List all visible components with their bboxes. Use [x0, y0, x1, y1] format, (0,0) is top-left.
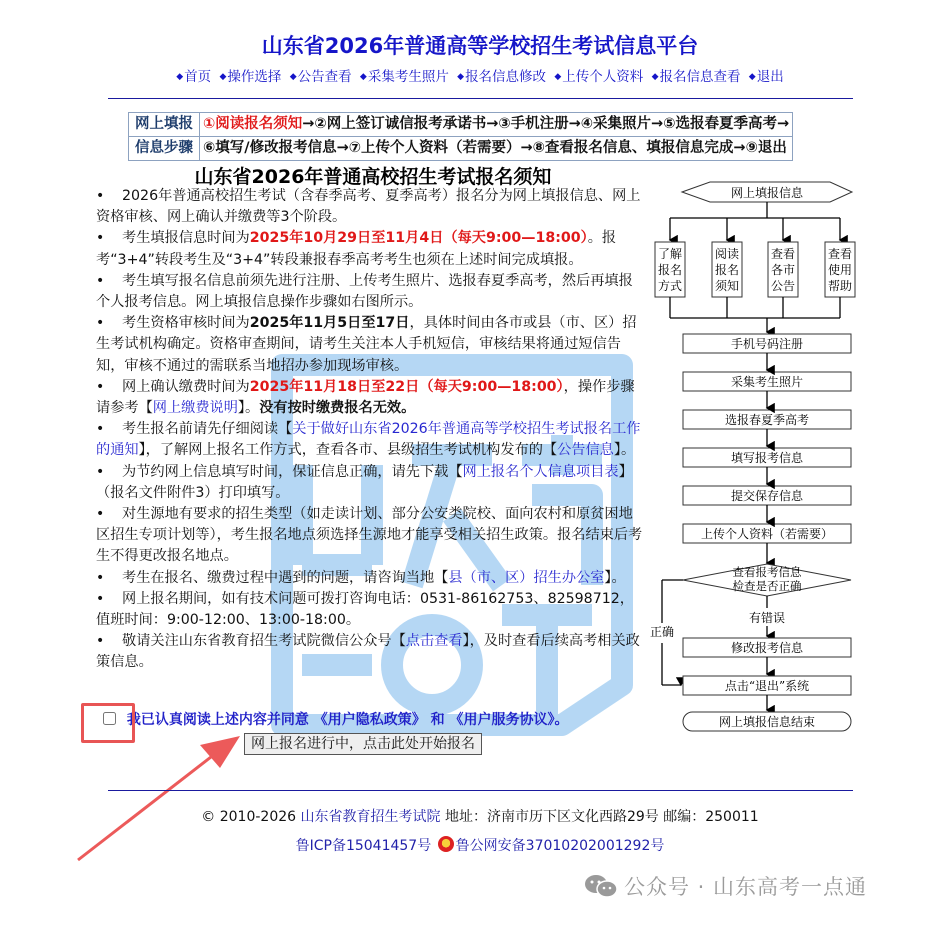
diamond-bullet-icon: ◆ [554, 72, 562, 82]
flowchart-diagram [640, 178, 870, 738]
org-link[interactable]: 山东省教育招生考试院 [300, 809, 441, 825]
diamond-bullet-icon: ◆ [748, 72, 756, 82]
svg-text:选报春夏季高考: 选报春夏季高考 [724, 413, 810, 427]
svg-text:网上填报信息结束: 网上填报信息结束 [718, 715, 816, 729]
steps-table [128, 112, 793, 161]
diamond-bullet-icon: ◆ [359, 72, 367, 82]
nav-home[interactable]: ◆首页 [176, 69, 212, 85]
footer-registration [0, 835, 952, 855]
wechat-icon [584, 873, 618, 899]
svg-text:填写报考信息: 填写报考信息 [730, 451, 804, 465]
registration-notice-link[interactable]: 关于做好山东省2026年普通高等学校招生考试报名工作的通知 [96, 421, 641, 459]
bullet-icon: • [96, 230, 105, 247]
notice-item: • 敬请关注山东省教育招生考试院微信公众号【点击查看】，及时查看后续高考相关政策信息。 [96, 633, 640, 671]
diamond-bullet-icon: ◆ [457, 72, 465, 82]
steps-label-2: 信息步骤 [129, 137, 200, 161]
payment-guide-link[interactable]: 网上缴费说明 [152, 400, 238, 417]
header-divider [108, 98, 853, 99]
privacy-policy-link[interactable]: 《用户隐私政策》 [313, 712, 426, 728]
svg-text:阅读: 阅读 [714, 247, 740, 261]
top-nav [0, 65, 952, 85]
footer-divider [108, 790, 853, 791]
svg-text:修改报考信息: 修改报考信息 [730, 641, 804, 655]
svg-text:了解: 了解 [657, 247, 683, 261]
service-agreement-link[interactable]: 《用户服务协议》 [449, 712, 555, 728]
svg-text:使用: 使用 [827, 263, 853, 277]
diamond-bullet-icon: ◆ [289, 72, 297, 82]
nav-operation-select[interactable]: ◆操作选择 [219, 69, 282, 85]
svg-text:查看: 查看 [827, 247, 853, 261]
notice-item: • 对生源地有要求的招生类型（如走读计划、部分公安类院校、面向农村和原贫困地区招生专项计划等），考生报名地点须选择生源地才能享受相关招生政策。报名结束后考生不得更改报名地点。 [96, 506, 643, 565]
nav-view-registration[interactable]: ◆报名信息查看 [651, 69, 741, 85]
svg-text:方式: 方式 [657, 279, 683, 293]
svg-text:报名: 报名 [714, 263, 740, 277]
steps-label-1: 网上填报 [129, 113, 200, 137]
bullet-icon: • [96, 463, 105, 480]
bullet-icon: • [96, 188, 105, 204]
police-emblem-icon [438, 836, 454, 852]
nav-collect-photo[interactable]: ◆采集考生照片 [359, 69, 449, 85]
announcement-info-link[interactable]: 公告信息 [557, 442, 614, 459]
bullet-icon: • [96, 421, 105, 438]
notice-body [96, 186, 644, 674]
svg-text:帮助: 帮助 [827, 279, 853, 293]
svg-text:须知: 须知 [714, 279, 740, 293]
notice-item: • 考生报名前请先仔细阅读【关于做好山东省2026年普通高等学校招生考试报名工作的通知】，了解网上报名工作方式，查看各市、县级招生考试机构发布的【公告信息】。 [96, 421, 641, 459]
svg-text:点击“退出”系统: 点击“退出”系统 [724, 679, 810, 693]
nav-announcements[interactable]: ◆公告查看 [289, 69, 352, 85]
wechat-view-link[interactable]: 点击查看 [405, 633, 463, 650]
agreement-row: 我已认真阅读上述内容并同意 《用户隐私政策》 和 《用户服务协议》。 [103, 709, 569, 729]
diamond-bullet-icon: ◆ [176, 72, 184, 82]
notice-item: • 考生填写报名信息前须先进行注册、上传考生照片、选报春夏季高考，然后再填报个人报考信息。网上填报信息操作步骤如右图所示。 [96, 272, 633, 311]
steps-line-2: ⑥填写/修改报考信息→⑦上传个人资料（若需要）→⑧查看报名信息、填报信息完成→⑨退出 [200, 137, 793, 161]
svg-text:公告: 公告 [770, 279, 796, 293]
police-record-link[interactable]: 鲁公网安备37010202001292号 [455, 838, 665, 854]
svg-text:正确: 正确 [649, 625, 675, 639]
bullet-icon: • [96, 506, 105, 523]
svg-text:各市: 各市 [770, 263, 796, 277]
footer-copyright: © 2010-2026 山东省教育招生考试院 地址：济南市历下区文化西路29号 邮编：250011 [201, 809, 759, 825]
wechat-account-watermark: 公众号 · 山东高考一点通 [584, 871, 867, 901]
start-registration-button[interactable]: 网上报名进行中，点击此处开始报名 [244, 733, 482, 755]
svg-text:报名: 报名 [657, 263, 683, 277]
local-admissions-office-link[interactable]: 县（市、区）招生办公室 [448, 569, 605, 586]
notice-title: 山东省2026年普通高校招生考试报名须知 [194, 166, 552, 188]
diamond-bullet-icon: ◆ [651, 72, 659, 82]
notice-item: • 网上报名期间，如有技术问题可拨打咨询电话：0531-86162753、82598712，值班时间：9:00-12:00、13:00-18:00。 [96, 590, 634, 629]
bullet-icon: • [96, 569, 105, 586]
svg-text:采集考生照片: 采集考生照片 [730, 375, 804, 389]
steps-line-1: ①阅读报名须知→②网上签订诚信报考承诺书→③手机注册→④采集照片→⑤选报春夏季高考→ [200, 113, 793, 137]
bullet-icon: • [96, 272, 105, 289]
svg-text:查看报考信息: 查看报考信息 [732, 565, 802, 579]
bullet-icon: • [96, 378, 105, 395]
notice-item: • 考生在报名、缴费过程中遇到的问题，请咨询当地【县（市、区）招生办公室】。 [96, 568, 644, 589]
site-title: 山东省2026年普通高等学校招生考试信息平台 [261, 34, 699, 58]
notice-item: • 2026年普通高校招生考试（含春季高考、夏季高考）报名分为网上填报信息、网上资格审核、网上确认并缴费等3个阶段。 [96, 188, 641, 226]
nav-upload-documents[interactable]: ◆上传个人资料 [554, 69, 644, 85]
notice-item: • 考生填报信息时间为2025年10月29日至11月4日（每天9:00—18:00）。报考“3+4”转段考生及“3+4”转段兼报春季高考考生也须在上述时间完成填报。 [96, 230, 617, 268]
notice-item: • 网上确认缴费时间为2025年11月18日至22日（每天9:00—18:00），操作步骤请参考【网上缴费说明】。没有按时缴费报名无效。 [96, 378, 635, 417]
nav-modify-registration[interactable]: ◆报名信息修改 [457, 69, 547, 85]
svg-text:有错误: 有错误 [748, 611, 786, 625]
svg-text:手机号码注册: 手机号码注册 [730, 337, 804, 351]
notice-item: • 考生资格审核时间为2025年11月5日至17日，具体时间由各市或县（市、区）招生考试机构确定。资格审查期间，请考生关注本人手机短信，审核结果将通过短信告知，审核不通过的需联系当地招办参加现场审核。 [96, 315, 637, 374]
diamond-bullet-icon: ◆ [219, 72, 227, 82]
svg-text:网上填报信息: 网上填报信息 [730, 186, 804, 200]
bullet-icon: • [96, 315, 105, 332]
svg-text:提交保存信息: 提交保存信息 [730, 489, 804, 503]
notice-item: • 为节约网上信息填写时间，保证信息正确，请先下载【网上报名个人信息项目表】（报名文件附件3）打印填写。 [96, 463, 633, 501]
personal-info-form-link[interactable]: 网上报名个人信息项目表 [462, 463, 619, 480]
registration-flowchart [640, 178, 870, 738]
bullet-icon: • [96, 633, 105, 650]
bullet-icon: • [96, 590, 105, 607]
svg-text:上传个人资料（若需要）: 上传个人资料（若需要） [700, 527, 834, 541]
icp-link[interactable]: 鲁ICP备15041457号 [295, 838, 432, 854]
svg-text:查看: 查看 [770, 247, 796, 261]
svg-text:检查是否正确: 检查是否正确 [732, 579, 802, 593]
step-read-notice: ①阅读报名须知 [203, 116, 303, 132]
nav-logout[interactable]: ◆退出 [748, 69, 784, 85]
